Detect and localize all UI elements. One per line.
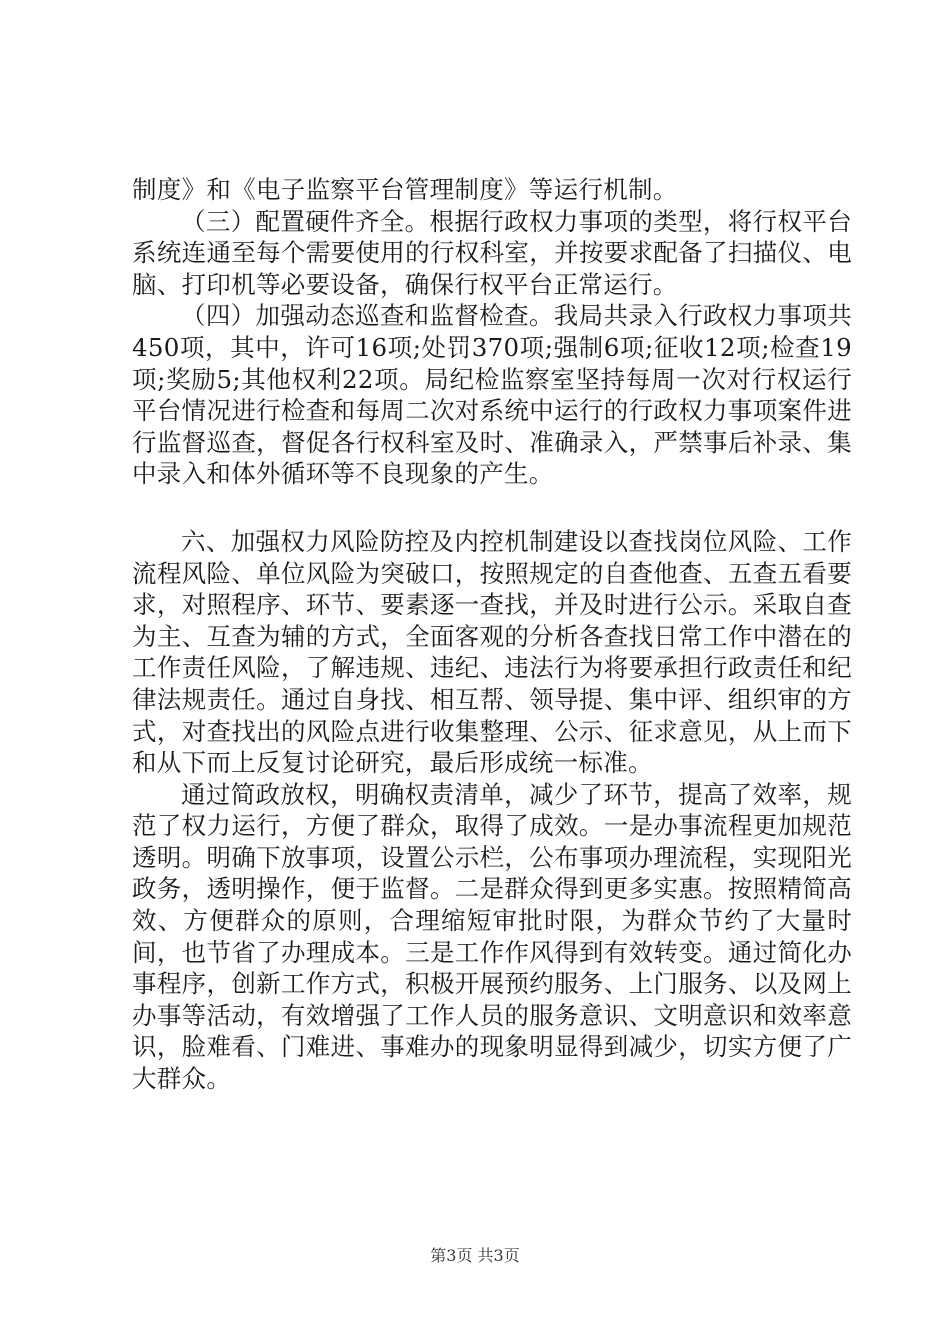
- paragraph-risk-control: 六、加强权力风险防控及内控机制建设以查找岗位风险、工作流程风险、单位风险为突破口，按照规定的自查他查、五查五看要求，对照程序、环节、要素逐一查找，并及时进行公示。采取自查为主、互查为辅的方式，全面客观的分析各查找日常工作中潜在的工作责任风险，了解违规、违纪、违法行为将要承担行政责任和纪律法规责任。通过自身找、相互帮、领导提、集中评、组织审的方式，对查找出的风险点进行收集整理、公示、征求意见，从上而下和从下而上反复讨论研究，最后形成统一标准。: [132, 526, 852, 778]
- paragraph-hardware: （三）配置硬件齐全。根据行政权力事项的类型，将行权平台系统连通至每个需要使用的行权科室，并按要求配备了扫描仪、电脑、打印机等必要设备，确保行权平台正常运行。: [132, 206, 852, 299]
- paragraph-inspection: （四）加强动态巡查和监督检查。我局共录入行政权力事项共450项，其中，许可16项;处罚370项;强制6项;征收12项;检查19项;奖励5;其他权利22项。局纪检监察室坚持每周一次对行权运行平台情况进行检查和每周二次对系统中运行的行政权力事项案件进行监督巡查，督促各行权科室及时、准确录入，严禁事后补录、集中录入和体外循环等不良现象的产生。: [132, 301, 852, 489]
- paragraph-results: 通过简政放权，明确权责清单，减少了环节，提高了效率，规范了权力运行，方便了群众，取得了成效。一是办事流程更加规范透明。明确下放事项，设置公示栏，公布事项办理流程，实现阳光政务，透明操作，便于监督。二是群众得到更多实惠。按照精简高效、方便群众的原则，合理缩短审批时限，为群众节约了大量时间，也节省了办理成本。三是工作作风得到有效转变。通过简化办事程序，创新工作方式，积极开展预约服务、上门服务、以及网上办事等活动，有效增强了工作人员的服务意识、文明意识和效率意识，脸难看、门难进、事难办的现象明显得到减少，切实方便了广大群众。: [132, 779, 852, 1094]
- page-footer: 第3页 共3页: [430, 1246, 520, 1265]
- document-body: [132, 174, 852, 1095]
- paragraph-continuation: 制度》和《电子监察平台管理制度》等运行机制。: [132, 175, 678, 204]
- paragraph-gap: [132, 490, 852, 526]
